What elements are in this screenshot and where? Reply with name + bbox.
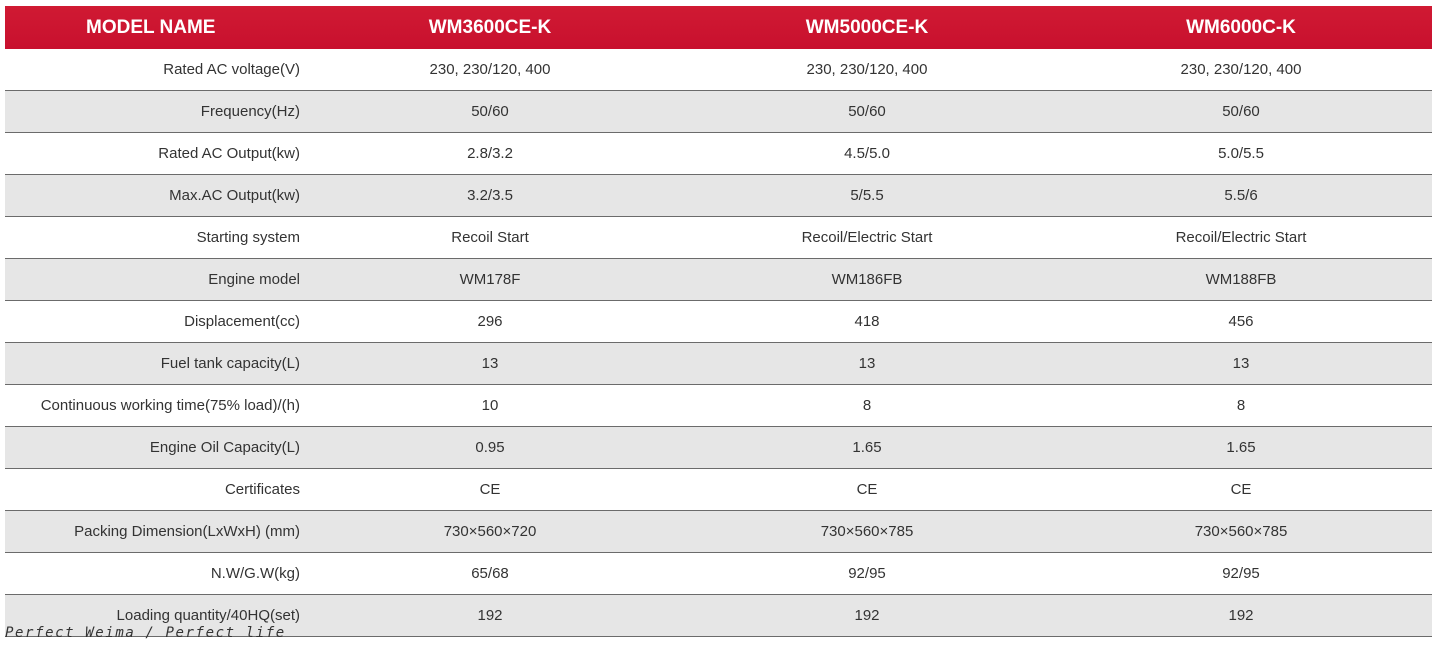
- row-value-model-1: 192: [477, 607, 503, 624]
- row-label: Packing Dimension(LxWxH) (mm): [74, 523, 300, 540]
- row-label: Engine Oil Capacity(L): [149, 439, 300, 456]
- row-value-model-2: 4.5/5.0: [844, 145, 890, 162]
- row-label: Fuel tank capacity(L): [160, 355, 300, 372]
- row-label: Loading quantity/40HQ(set): [116, 607, 300, 624]
- row-value-model-1: 2.8/3.2: [467, 145, 513, 162]
- row-label: Rated AC voltage(V): [163, 61, 300, 78]
- table-row: [5, 469, 1432, 511]
- table-body: [5, 49, 1432, 637]
- row-value-model-2: 92/95: [848, 565, 886, 582]
- table-row: [5, 511, 1432, 553]
- row-value-model-3: 8: [1236, 397, 1246, 414]
- table-row: [5, 259, 1432, 301]
- row-label: Displacement(cc): [184, 313, 300, 330]
- header-model-name: MODEL NAME: [86, 16, 216, 38]
- header-model-2: WM5000CE-K: [805, 16, 929, 38]
- row-value-model-1: CE: [479, 481, 501, 498]
- row-value-model-2: 8: [862, 397, 872, 414]
- row-value-model-1: 230, 230/120, 400: [429, 61, 551, 78]
- row-value-model-3: 13: [1232, 355, 1250, 372]
- row-value-model-2: 1.65: [852, 439, 882, 456]
- table-header: [5, 6, 1432, 49]
- row-value-model-1: 0.95: [475, 439, 505, 456]
- row-value-model-1: 296: [477, 313, 503, 330]
- row-value-model-3: WM188FB: [1205, 271, 1277, 288]
- row-label: Engine model: [208, 271, 300, 288]
- row-value-model-1: 730×560×720: [443, 523, 537, 540]
- table-row: [5, 427, 1432, 469]
- row-value-model-1: 13: [481, 355, 499, 372]
- row-value-model-3: 92/95: [1222, 565, 1260, 582]
- header-model-3: WM6000C-K: [1186, 16, 1296, 38]
- row-value-model-1: 65/68: [471, 565, 509, 582]
- row-value-model-2: 730×560×785: [820, 523, 914, 540]
- row-value-model-3: 50/60: [1222, 103, 1260, 120]
- row-value-model-1: WM178F: [459, 271, 521, 288]
- row-value-model-3: 230, 230/120, 400: [1180, 61, 1302, 78]
- row-value-model-3: Recoil/Electric Start: [1175, 229, 1307, 246]
- row-value-model-2: WM186FB: [831, 271, 903, 288]
- row-value-model-2: 50/60: [848, 103, 886, 120]
- row-label: Rated AC Output(kw): [158, 145, 300, 162]
- header-model-1: WM3600CE-K: [428, 16, 552, 38]
- row-value-model-3: 1.65: [1226, 439, 1256, 456]
- row-value-model-2: 13: [858, 355, 876, 372]
- footer-slogan: Perfect Weima / Perfect life: [5, 625, 286, 641]
- row-value-model-3: 5.0/5.5: [1218, 145, 1264, 162]
- table-row: [5, 91, 1432, 133]
- row-value-model-3: 192: [1228, 607, 1254, 624]
- row-value-model-3: 5.5/6: [1224, 187, 1258, 204]
- row-label: Frequency(Hz): [200, 103, 300, 120]
- table-row: [5, 49, 1432, 91]
- row-value-model-1: 3.2/3.5: [467, 187, 513, 204]
- row-label: Max.AC Output(kw): [169, 187, 300, 204]
- table-row: [5, 133, 1432, 175]
- table-row: [5, 553, 1432, 595]
- row-value-model-3: 456: [1228, 313, 1254, 330]
- row-value-model-2: 230, 230/120, 400: [806, 61, 928, 78]
- row-label: Continuous working time(75% load)/(h): [40, 397, 300, 414]
- row-value-model-1: 10: [481, 397, 499, 414]
- spec-table: [5, 6, 1432, 637]
- row-value-model-2: 418: [854, 313, 880, 330]
- row-value-model-3: 730×560×785: [1194, 523, 1288, 540]
- table-row: [5, 301, 1432, 343]
- row-label: Certificates: [224, 481, 300, 498]
- row-value-model-2: CE: [856, 481, 878, 498]
- table-row: [5, 343, 1432, 385]
- row-label: Starting system: [196, 229, 300, 246]
- row-value-model-2: 5/5.5: [850, 187, 884, 204]
- table-row: [5, 385, 1432, 427]
- row-value-model-3: CE: [1230, 481, 1252, 498]
- row-label: N.W/G.W(kg): [210, 565, 300, 582]
- table-row: [5, 217, 1432, 259]
- row-value-model-1: 50/60: [471, 103, 509, 120]
- row-value-model-2: Recoil/Electric Start: [801, 229, 933, 246]
- row-value-model-2: 192: [854, 607, 880, 624]
- row-value-model-1: Recoil Start: [451, 229, 529, 246]
- table-row: [5, 175, 1432, 217]
